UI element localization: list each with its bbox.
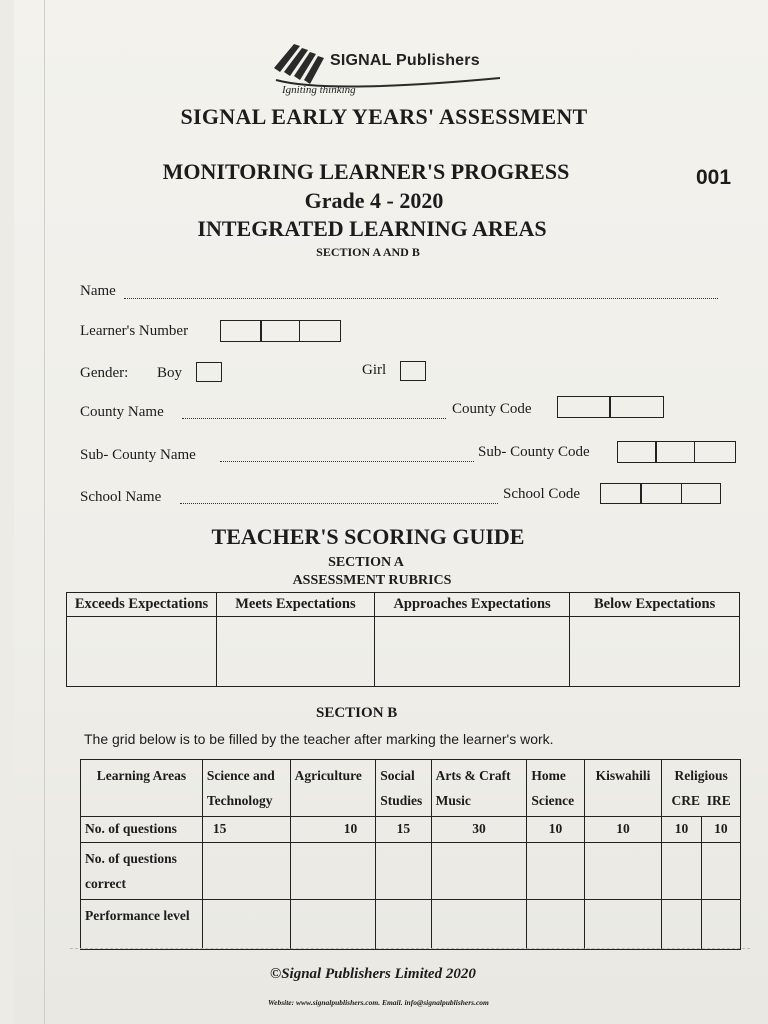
cre-header: CRE xyxy=(671,793,701,808)
name-field[interactable] xyxy=(124,297,718,299)
social-questions: 15 xyxy=(376,817,431,843)
grid-entry-cell[interactable] xyxy=(431,900,527,950)
cre-questions: 10 xyxy=(662,817,701,843)
correct-label-line1: No. of questions xyxy=(85,851,177,866)
questions-row xyxy=(81,817,741,843)
county-code-label: County Code xyxy=(452,401,532,417)
grid-entry-cell[interactable] xyxy=(584,843,662,900)
questions-row-label: No. of questions xyxy=(81,817,203,843)
grid-entry-cell[interactable] xyxy=(376,843,431,900)
paper-code: 001 xyxy=(696,166,732,189)
rubrics-entry-row xyxy=(67,617,740,687)
county-name-label: County Name xyxy=(80,404,164,420)
kiswahili-questions: 10 xyxy=(584,817,662,843)
county-code-field[interactable] xyxy=(558,396,664,418)
grid-entry-cell[interactable] xyxy=(290,843,376,900)
school-name-field[interactable] xyxy=(180,502,498,504)
scoring-guide-title: TEACHER'S SCORING GUIDE xyxy=(211,524,525,549)
assessment-subtitle: MONITORING LEARNER'S PROGRESS xyxy=(162,159,570,184)
ire-questions: 10 xyxy=(701,817,740,843)
social-header-line2: Studies xyxy=(380,793,423,808)
subcounty-name-field[interactable] xyxy=(220,460,474,462)
grid-header-row xyxy=(81,760,741,817)
marks-grid xyxy=(80,759,741,950)
grid-entry-cell[interactable] xyxy=(376,900,431,950)
science-header xyxy=(202,760,290,817)
subcounty-code-label: Sub- County Code xyxy=(478,444,590,460)
science-questions: 15 xyxy=(202,817,290,843)
agriculture-header: Agriculture xyxy=(290,760,376,817)
section-b-instruction: The grid below is to be filled by the teacher after marking the learner's work. xyxy=(84,731,554,747)
arts-header xyxy=(431,760,527,817)
rubric-header: Approaches Expectations xyxy=(374,593,569,617)
learner-number-label: Learner's Number xyxy=(80,323,189,339)
girl-label: Girl xyxy=(362,362,387,378)
footer-divider xyxy=(70,948,750,949)
sections-title: SECTION A AND B xyxy=(316,245,420,259)
girl-checkbox[interactable] xyxy=(400,361,426,381)
logo-brand-text: SIGNAL Publishers xyxy=(330,52,480,69)
school-name-label: School Name xyxy=(80,489,162,505)
rubric-cell[interactable] xyxy=(217,617,375,687)
grid-entry-cell[interactable] xyxy=(701,843,740,900)
ire-header: IRE xyxy=(706,793,731,808)
performance-row-label: Performance level xyxy=(81,900,203,950)
social-studies-header xyxy=(376,760,431,817)
rubric-header: Below Expectations xyxy=(570,593,740,617)
grid-entry-cell[interactable] xyxy=(662,900,701,950)
grid-entry-cell[interactable] xyxy=(202,843,290,900)
subject-title: INTEGRATED LEARNING AREAS xyxy=(197,216,547,241)
rubrics-table xyxy=(66,592,740,687)
grid-entry-cell[interactable] xyxy=(431,843,527,900)
learner-number-field[interactable] xyxy=(221,320,341,342)
section-a-title: SECTION A xyxy=(328,555,404,570)
school-code-label: School Code xyxy=(503,486,581,502)
performance-row xyxy=(81,900,741,950)
science-header-line1: Science and xyxy=(206,768,275,783)
correct-row-label xyxy=(81,843,203,900)
science-header-line2: Technology xyxy=(206,793,273,808)
grid-entry-cell[interactable] xyxy=(527,843,584,900)
grid-entry-cell[interactable] xyxy=(527,900,584,950)
name-label: Name xyxy=(80,283,116,299)
rubric-cell[interactable] xyxy=(374,617,569,687)
rubric-header: Exceeds Expectations xyxy=(67,593,217,617)
rubric-cell[interactable] xyxy=(570,617,740,687)
correct-label-line2: correct xyxy=(85,876,126,891)
contact-text: Website: www.signalpublishers.com. Email. info@signalpublishers.com xyxy=(268,998,489,1007)
boy-checkbox[interactable] xyxy=(196,362,222,382)
logo-tagline: Igniting thinking xyxy=(282,84,356,96)
county-name-field[interactable] xyxy=(182,417,446,419)
home-header-line1: Home xyxy=(531,768,566,783)
agriculture-questions: 10 xyxy=(290,817,376,843)
publisher-logo xyxy=(268,38,508,100)
grid-entry-cell[interactable] xyxy=(701,900,740,950)
correct-row xyxy=(81,843,741,900)
boy-label: Boy xyxy=(157,365,183,381)
grid-entry-cell[interactable] xyxy=(584,900,662,950)
grid-entry-cell[interactable] xyxy=(202,900,290,950)
rubrics-title: ASSESSMENT RUBRICS xyxy=(292,573,452,588)
grid-entry-cell[interactable] xyxy=(662,843,701,900)
subcounty-code-field[interactable] xyxy=(618,441,736,463)
home-header-line2: Science xyxy=(531,793,575,808)
learning-areas-header: Learning Areas xyxy=(81,760,203,817)
gender-label: Gender: xyxy=(80,365,129,381)
social-header-line1: Social xyxy=(380,768,415,783)
margin-line xyxy=(44,0,45,1024)
home-science-header xyxy=(527,760,584,817)
school-code-field[interactable] xyxy=(601,483,721,504)
rubric-cell[interactable] xyxy=(67,617,217,687)
religious-header-line1: Religious xyxy=(674,768,728,783)
grid-entry-cell[interactable] xyxy=(290,900,376,950)
arts-questions: 30 xyxy=(431,817,527,843)
rubric-header: Meets Expectations xyxy=(217,593,375,617)
home-questions: 10 xyxy=(527,817,584,843)
rubrics-header-row xyxy=(67,593,740,617)
arts-header-line1: Arts & Craft xyxy=(435,768,511,783)
assessment-title: SIGNAL EARLY YEARS' ASSESSMENT xyxy=(180,104,588,129)
arts-header-line2: Music xyxy=(435,793,471,808)
grade-title: Grade 4 - 2020 xyxy=(304,188,444,213)
copyright-text: ©Signal Publishers Limited 2020 xyxy=(270,966,476,982)
kiswahili-header: Kiswahili xyxy=(584,760,662,817)
section-b-title: SECTION B xyxy=(316,705,398,721)
religious-header xyxy=(662,760,741,817)
subcounty-name-label: Sub- County Name xyxy=(80,447,196,463)
